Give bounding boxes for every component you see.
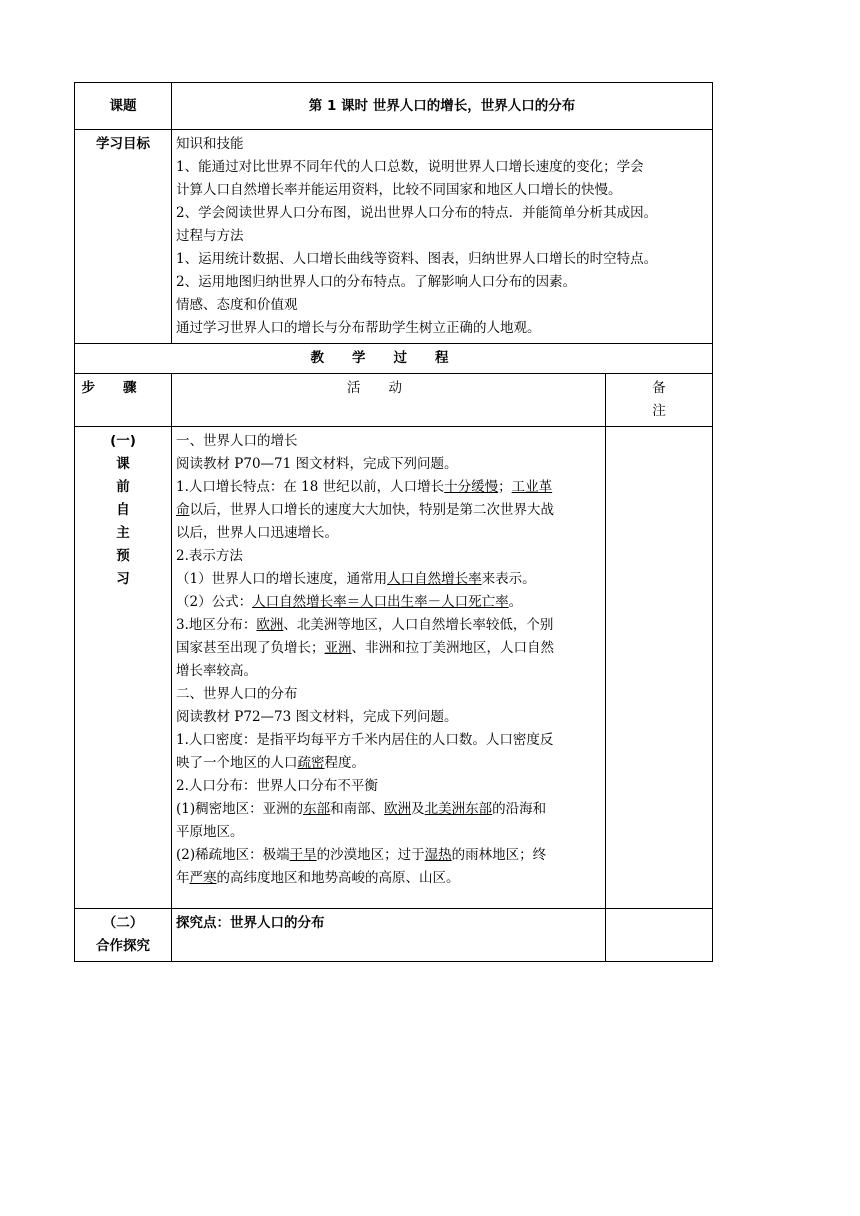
- answer-blank: 人口自然增长率＝人口出生率－人口死亡率: [252, 594, 509, 610]
- section-heading: 一、世界人口的增长: [176, 433, 298, 449]
- topic-title: 第 1 课时 世界人口的增长，世界人口的分布: [172, 83, 713, 130]
- answer-blank: 欧洲: [256, 617, 284, 633]
- step-preview-label: (一) 课 前 自 主 预 习: [75, 427, 172, 909]
- answer-blank: 工业革: [511, 479, 553, 495]
- step-inquiry-label: （二） 合作探究: [75, 909, 172, 962]
- activity-column-header: 活动: [347, 380, 430, 396]
- answer-blank: 亚洲: [324, 640, 352, 656]
- answer-blank: 欧洲: [384, 801, 412, 817]
- answer-blank: 东部: [303, 801, 331, 817]
- objectives-label: 学习目标: [75, 130, 172, 344]
- answer-blank: 命: [176, 502, 190, 518]
- answer-blank: 湿热: [424, 847, 452, 863]
- process-title-row: [75, 344, 713, 374]
- process-header-row: [75, 374, 713, 427]
- answer-blank: 人口自然增长率: [387, 571, 482, 587]
- answer-blank: 北美洲东部: [424, 801, 493, 817]
- answer-blank: 干旱: [289, 847, 317, 863]
- objective-line: 知识和技能: [176, 136, 244, 152]
- step-inquiry-row: [75, 909, 713, 962]
- preview-note-cell: [606, 427, 713, 909]
- step-preview-row: [75, 427, 713, 909]
- lesson-plan-table: [74, 82, 713, 962]
- objective-line: 2、学会阅读世界人口分布图，说出世界人口分布的特点．并能简单分析其成因。: [176, 205, 658, 221]
- objective-line: 1、能通过对比世界不同年代的人口总数，说明世界人口增长速度的变化；学会: [176, 159, 644, 175]
- section-heading: 二、世界人口的分布: [176, 686, 298, 702]
- topic-label: 课题: [75, 83, 172, 130]
- preview-activity-content: 一、世界人口的增长 阅读教材 P70—71 图文材料，完成下列问题。 1.人口增长特点：在 18 世纪以前，人口增长十分缓慢；工业革 命以后，世界人口增长的速度大大加快，特别是第二次世界大战 以后，世界人口迅速增长。 2.表示方法 （1）世界人口的增长速度，通常用人口自然增长率来表示。 （2）公式：人口自然增长率＝人口出生率－人口死亡率。 3.地区分布：欧洲、北美洲等地区，人口自然增长率较低，个别 国家甚至出现了负增长；亚洲、非洲和拉丁美洲地区，人口自然 增长率较高。 二、世界人口的分布 阅读教材 P72—73 图文材料，完成下列问题。 1.人口密度：是指平均每平方千米内居住的人口数。人口密度反 映了一个地区的人口疏密程度。 2.人口分布：世界人口分布不平衡 (1)稠密地区：亚洲的东部和南部、欧洲及北美洲东部的沿海和 平原地区。 (2)稀疏地区：极端干旱的沙漠地区；过于湿热的雨林地区；终 年严寒的高纬度地区和地势高峻的高原、山区。: [172, 427, 606, 909]
- inquiry-point: 探究点：世界人口的分布: [172, 909, 606, 962]
- answer-blank: 十分缓慢: [444, 479, 499, 495]
- objective-line: 1、运用统计数据、人口增长曲线等资料、图表，归纳世界人口增长的时空特点。: [176, 251, 658, 267]
- objective-line: 2、运用地图归纳世界人口的分布特点。了解影响人口分布的因素。: [176, 274, 577, 290]
- answer-blank: 严寒: [189, 870, 217, 886]
- inquiry-note-cell: [606, 909, 713, 962]
- objectives-content: [172, 130, 713, 344]
- objective-line: 过程与方法: [176, 228, 244, 244]
- step-column-header: 步骤: [81, 380, 165, 396]
- note-column-header: 备 注: [606, 374, 713, 427]
- answer-blank: 疏密: [297, 755, 325, 771]
- objective-line: 通过学习世界人口的增长与分布帮助学生树立正确的人地观。: [176, 320, 541, 336]
- objectives-row: [75, 130, 713, 344]
- process-title: 教学过程: [310, 350, 477, 366]
- objective-line: 计算人口自然增长率并能运用资料，比较不同国家和地区人口增长的快慢。: [176, 182, 622, 198]
- topic-row: [75, 83, 713, 130]
- objective-line: 情感、态度和价值观: [176, 297, 298, 313]
